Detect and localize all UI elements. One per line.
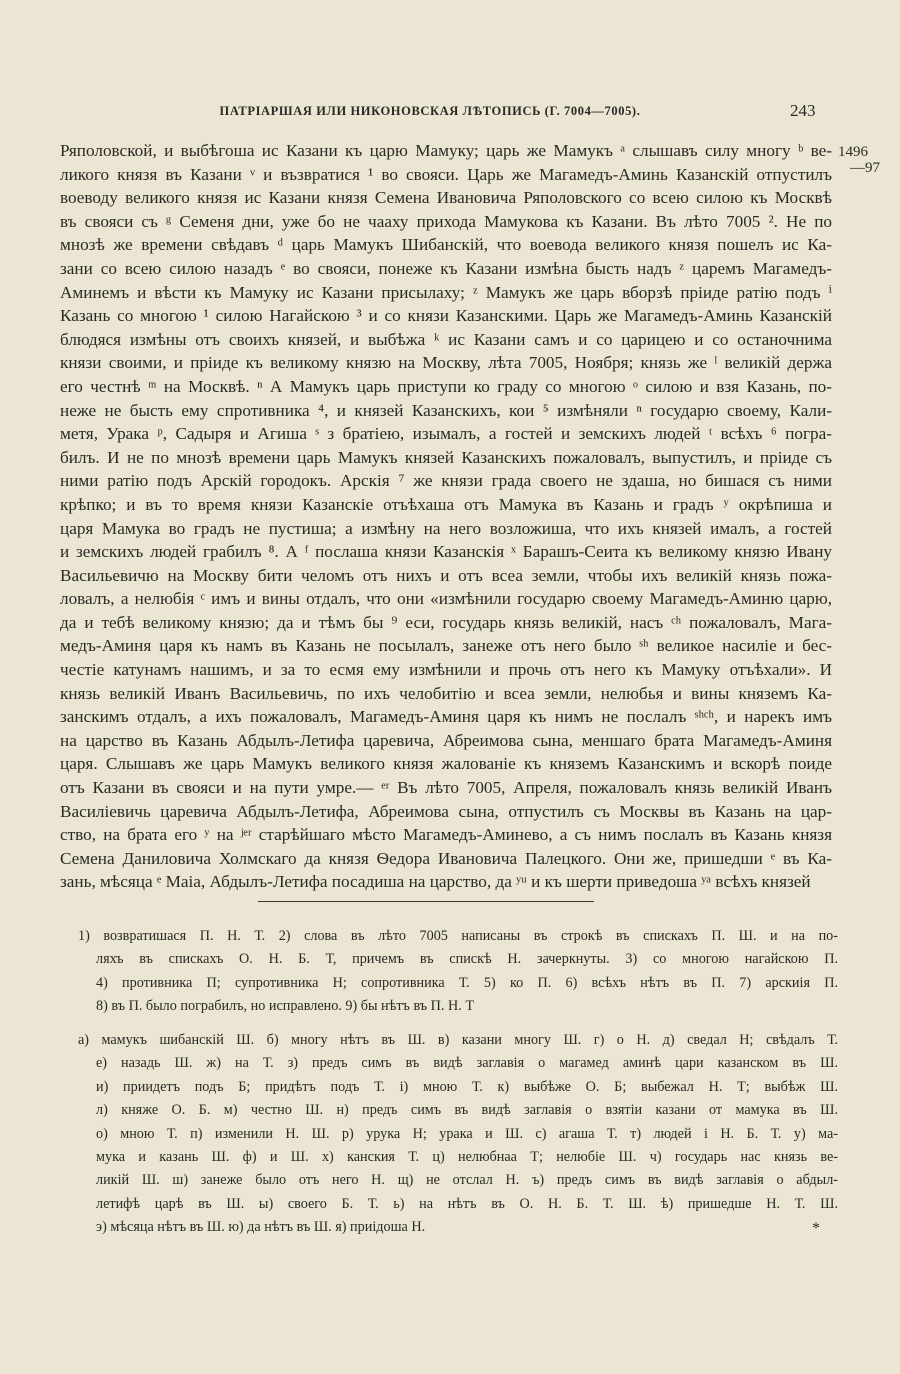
footnote-line: 8) въ П. было пограбилъ, но исправлено. 9) бы нѣтъ въ П. Н. Т bbox=[96, 998, 475, 1015]
text-line: да и тебѣ великому князю; да и тѣмъ бы ⁹ еси, государь князь великій, насъ ᶜʰ пожаловалъ, Мага- bbox=[60, 612, 832, 632]
footnote-line: 1) возвратишася П. Н. Т. 2) слова въ лѣто 7005 написаны въ строкѣ въ спискахъ П. Ш. и на по- bbox=[78, 928, 838, 944]
text-line: ство, на брата его ʸ на ʲᵉʳ старѣйшаго мѣсто Магамедъ-Аминево, а съ нимъ послалъ въ Казань князя bbox=[60, 825, 832, 845]
text-line: крѣпко; и въ то время князи Казанскіе отъѣхаша отъ Мамука въ Казань и градъ ʸ окрѣпиша и bbox=[60, 494, 832, 514]
footnote-line: мука и казань Ш. ф) и Ш. х) канския Т. ц) нелюбнаа Т; нелюбіе Ш. ч) государь нас князь ве- bbox=[96, 1148, 838, 1165]
main-text-body bbox=[60, 139, 832, 894]
text-line: мнозѣ же времени свѣдавъ ᵈ царь Мамукъ Шибанскій, что воевода великого князя пошелъ ис Ка- bbox=[60, 235, 832, 255]
margin-year-top: 1496 bbox=[838, 144, 868, 160]
text-line: отъ Казани въ свояси и на пути умре.— ᵉʳ Въ лѣто 7005, Апреля, пожаловалъ князь великій Иванъ bbox=[60, 778, 832, 798]
text-line: блюдяся измѣны отъ своихъ князей, и выбѣжа ᵏ ис Казани самъ и со царицею и со останочнима bbox=[60, 329, 832, 349]
text-line: неже не бысть ему спротивника ⁴, и князей Казанскихъ, кои ⁵ измѣняли ⁿ государю своему, Кали- bbox=[60, 400, 832, 420]
text-line: занскимъ отдалъ, а ихъ пожаловалъ, Магамедъ-Аминя царя къ нимъ не послалъ ˢʰᶜʰ, и нарекъ имъ bbox=[60, 707, 832, 727]
text-line: воеводу великого князя ис Казани князя Семена Ивановича Ряполовского со всею силою къ Москвѣ bbox=[60, 188, 832, 208]
text-line: медъ-Аминя царя къ намъ въ Казань не посылалъ, занеже отъ него было ˢʰ великое насиліе и бес- bbox=[60, 636, 832, 656]
footnote-line: ликій Ш. ш) занеже было отъ него Н. щ) не отслал Н. ъ) предъ симъ въ видѣ заглавія о абдыл- bbox=[96, 1172, 838, 1189]
footnote-line: л) княже О. Б. м) честно Ш. н) предъ симъ въ видѣ заглавія о взятіи казани от мамука въ Ш. bbox=[96, 1102, 838, 1119]
footnote-line: э) мѣсяца нѣтъ въ Ш. ю) да нѣтъ въ Ш. я) приідоша Н. bbox=[96, 1219, 426, 1236]
text-line: ликого князя въ Казани ᵛ и възвратися ¹ во свояси. Царь же Магамедъ-Аминь Казанскій отпустилъ bbox=[60, 164, 832, 184]
text-line: Семена Даниловича Холмскаго да князя Ѳедора Ивановича Палецкого. Они же, пришедши ᵉ въ Ка- bbox=[60, 848, 832, 868]
text-line: царя Мамука во градъ не пустиша; а измѣну на него возложиша, что ихъ князей ималъ, а гостей bbox=[60, 518, 832, 538]
text-line: въ свояси съ ᵍ Семеня дни, уже бо не чааху прихода Мамукова къ Казани. Въ лѣто 7005 ². Не по bbox=[60, 211, 832, 231]
running-title: ПАТРІАРШАЯ ИЛИ НИКОНОВСКАЯ ЛѢТОПИСЬ (Г. 7004—7005). bbox=[219, 104, 641, 118]
footnote-line: е) назадь Ш. ж) на Т. з) предъ симъ въ видѣ заглавія о магамед аминѣ цари казанском въ Ш. bbox=[96, 1055, 838, 1072]
text-line: его честнѣ ᵐ на Москвѣ. ⁿ А Мамукъ царь приступи ко граду со многою ᵒ силою и взя Казань, по- bbox=[60, 376, 832, 396]
text-line: князи своими, и пріиде къ великому князю на Москву, лѣта 7005, Ноября; князь же ˡ великій держа bbox=[60, 353, 832, 373]
text-line: Васильевичю на Москву бити челомъ отъ нихъ и отъ всеа земли, чтобы ихъ великій князь пожа- bbox=[60, 565, 832, 585]
text-line: на царство въ Казань Абдылъ-Летифа царевича, Абреимова сына, меншаго брата Магамедъ-Аминя bbox=[60, 730, 832, 750]
text-line: ними ратію подъ Арскій городокъ. Арскія ⁷ же князи града своего не здаша, но бишася съ ними bbox=[60, 471, 832, 491]
text-line: царя. Слышавъ же царь Мамукъ великого князя жалованіе къ княземъ Казанскимъ и вскорѣ поиде bbox=[60, 754, 832, 774]
margin-year-bottom: —97 bbox=[850, 160, 880, 176]
footnote-line: летифѣ царѣ въ Ш. ы) своего Б. Т. ь) на нѣтъ въ О. Н. Б. Т. Ш. ѣ) пришедше Н. Т. Ш. bbox=[96, 1195, 838, 1212]
text-line: Ряполовской, и выбѣгоша ис Казани къ царю Мамуку; царь же Мамукъ ᵃ слышавъ силу многу ᵇ ве- bbox=[60, 141, 832, 160]
text-line: Василіевичь царевича Абдылъ-Летифа, Абреимова сына, отпустилъ съ Москвы въ Казань на цар- bbox=[60, 801, 832, 821]
page-number: 243 bbox=[790, 101, 816, 120]
footnote-line: и) приидетъ подъ Б; придѣтъ подъ Т. і) мною Т. к) выбѣже О. Б; выбежал Н. Т; выбѣж Ш. bbox=[96, 1078, 838, 1095]
text-line: ловалъ, а нелюбія ᶜ имъ и вины отдалъ, что они «измѣнили государю своему Магамедъ-Аминю царю, bbox=[60, 589, 832, 609]
text-line: Казань со многою ¹ силою Нагайскою ³ и со князи Казанскими. Царь же Магамедъ-Аминь Казанскій bbox=[60, 306, 832, 326]
text-line: зань, мѣсяца ᵉ Маіа, Абдылъ-Летифа посадиша на царство, да ʸᵘ и къ шерти приведоша ʸᵃ всѣхъ князей bbox=[60, 872, 811, 892]
footnote-line: а) мамукъ шибанскій Ш. б) многу нѣтъ въ Ш. в) казани многу Ш. г) о Н. д) сведал Н; свѣдалъ Т. bbox=[78, 1032, 838, 1048]
text-line: зани со всею силою назадъ ᵉ во свояси, понеже къ Казани измѣна бысть надъ ᶻ царемъ Магамедъ- bbox=[60, 258, 832, 278]
footnote-line: о) мною Т. п) изменили Н. Ш. р) урука Н; урака и Ш. с) агаша Т. т) людей і Н. Б. Т. у) ма- bbox=[96, 1125, 838, 1142]
lettered-footnotes bbox=[78, 1029, 838, 1240]
text-line: и земскихъ людей грабилъ ⁸. А ᶠ послаша князи Казанскія ˣ Барашъ-Сеита къ великому князю Ивану bbox=[60, 542, 832, 562]
text-line: билъ. И не по мнозѣ времени царь Мамукъ князей Казанскихъ пожаловалъ, выпустилъ, и пріиде съ bbox=[60, 447, 832, 467]
page-mark: * bbox=[812, 1220, 820, 1237]
text-line: князь великій Иванъ Васильевичь, по ихъ челобитію и всеа земли, нелюбья и вины княземъ Ка- bbox=[60, 683, 832, 703]
footnote-line: ляхъ въ спискахъ О. Н. Б. Т, причемъ въ спискѣ Н. зачеркнуты. 3) со многою нагайскою П. bbox=[96, 951, 838, 968]
footnote-divider bbox=[258, 901, 594, 902]
text-line: честіе катунамъ нашимъ, и за то есмя ему измѣнили и прочь отъ него къ Мамуку отъѣхали». И bbox=[60, 660, 832, 680]
footnote-line: 4) противника П; супротивника Н; сопротивника Т. 5) ко П. 6) всѣхъ нѣтъ въ П. 7) арскиія П. bbox=[96, 974, 838, 991]
numbered-footnotes bbox=[78, 925, 838, 1019]
text-line: метя, Урака ᵖ, Садыря и Агиша ˢ з братіею, изымалъ, а гостей и земскихъ людей ᵗ всѣхъ ⁶ погра- bbox=[60, 424, 832, 444]
text-line: Аминемъ и вѣсти къ Мамуку ис Казани присылаху; ᶻ Мамукъ же царь вборзѣ пріиде ратію подъ ⁱ bbox=[60, 282, 832, 302]
